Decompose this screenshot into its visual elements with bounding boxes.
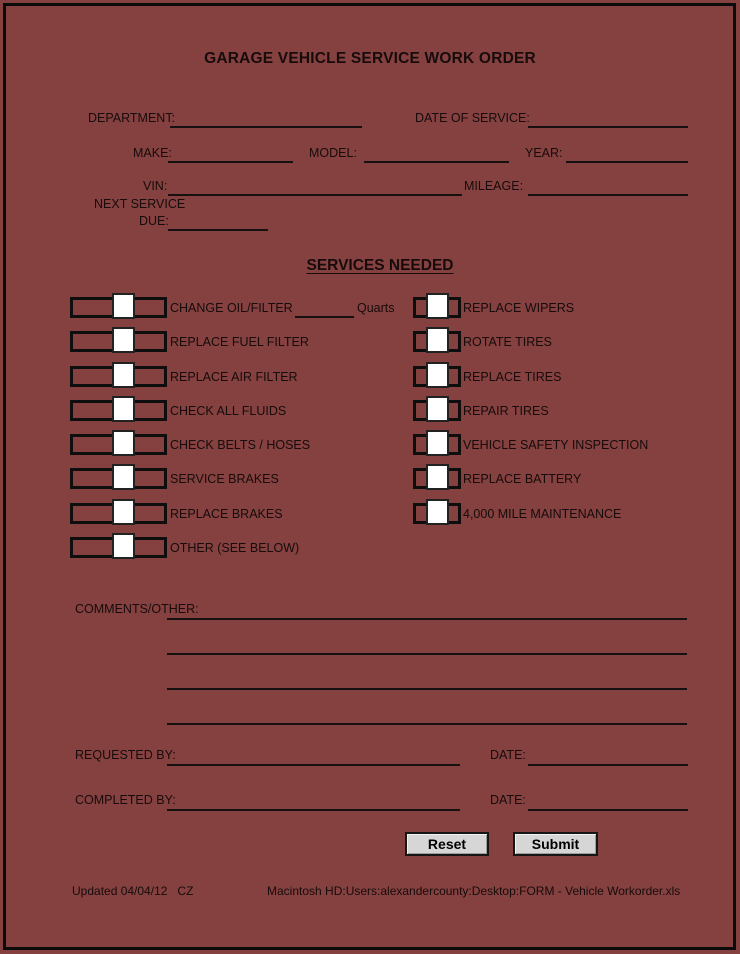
- footer-file-path: Macintosh HD:Users:alexandercounty:Desktop:FORM - Vehicle Workorder.xls: [267, 884, 681, 898]
- service-label: REPLACE BRAKES: [170, 507, 283, 521]
- completed-by-label: COMPLETED BY:: [75, 793, 176, 807]
- service-label: REPLACE AIR FILTER: [170, 370, 298, 384]
- next-service-due-label: DUE:: [139, 214, 169, 228]
- service-label: ROTATE TIRES: [463, 335, 552, 349]
- checkbox-replace-brakes[interactable]: [112, 499, 135, 525]
- service-label: OTHER (SEE BELOW): [170, 541, 300, 555]
- checkbox-rotate-tires[interactable]: [426, 327, 449, 353]
- checkbox-frame: [413, 366, 461, 387]
- mileage-field-line[interactable]: [528, 194, 688, 196]
- date-of-service-field-line[interactable]: [528, 126, 688, 128]
- checkbox-frame: [413, 297, 461, 318]
- checkbox-frame: [413, 468, 461, 489]
- requested-date-field-line[interactable]: [528, 764, 688, 766]
- comments-line-1[interactable]: [167, 618, 687, 620]
- checkbox-frame: [413, 503, 461, 524]
- service-label: SERVICE BRAKES: [170, 472, 279, 486]
- comments-line-3[interactable]: [167, 688, 687, 690]
- service-row: [0, 537, 740, 564]
- requested-by-label: REQUESTED BY:: [75, 748, 176, 762]
- service-label: REPLACE TIRES: [463, 370, 562, 384]
- department-label: DEPARTMENT:: [88, 111, 176, 125]
- service-label: REPAIR TIRES: [463, 404, 549, 418]
- checkbox-frame: [413, 331, 461, 352]
- completed-by-field-line[interactable]: [167, 809, 460, 811]
- checkbox-check-belts-hoses[interactable]: [112, 430, 135, 456]
- checkbox-replace-air-filter[interactable]: [112, 362, 135, 388]
- checkbox-frame: [70, 468, 167, 489]
- checkbox-frame: [70, 366, 167, 387]
- checkbox-replace-tires[interactable]: [426, 362, 449, 388]
- checkbox-replace-wipers[interactable]: [426, 293, 449, 319]
- make-field-line[interactable]: [168, 161, 293, 163]
- requested-by-field-line[interactable]: [167, 764, 460, 766]
- next-service-due-field-line[interactable]: [168, 229, 268, 231]
- comments-line-4[interactable]: [167, 723, 687, 725]
- service-row: [0, 434, 740, 461]
- service-label: VEHICLE SAFETY INSPECTION: [463, 438, 649, 452]
- service-row: [0, 468, 740, 495]
- service-label: REPLACE FUEL FILTER: [170, 335, 309, 349]
- checkbox-service-brakes[interactable]: [112, 464, 135, 490]
- service-row: [0, 400, 740, 427]
- checkbox-change-oil-filter[interactable]: [112, 293, 135, 319]
- checkbox-other[interactable]: [112, 533, 135, 559]
- service-label: 4,000 MILE MAINTENANCE: [463, 507, 622, 521]
- checkbox-frame: [413, 434, 461, 455]
- vin-label: VIN:: [143, 179, 168, 193]
- year-field-line[interactable]: [566, 161, 688, 163]
- checkbox-check-all-fluids[interactable]: [112, 396, 135, 422]
- footer-updated-text: Updated 04/04/12 CZ: [72, 884, 194, 898]
- next-service-label: NEXT SERVICE: [94, 197, 186, 211]
- service-row: [0, 366, 740, 393]
- page-title: GARAGE VEHICLE SERVICE WORK ORDER: [204, 50, 536, 67]
- checkbox-replace-fuel-filter[interactable]: [112, 327, 135, 353]
- service-label: CHECK BELTS / HOSES: [170, 438, 311, 452]
- service-label: CHECK ALL FLUIDS: [170, 404, 287, 418]
- vin-field-line[interactable]: [168, 194, 462, 196]
- comments-line-2[interactable]: [167, 653, 687, 655]
- submit-button[interactable]: Submit: [513, 832, 598, 856]
- model-field-line[interactable]: [364, 161, 509, 163]
- service-label: REPLACE WIPERS: [463, 301, 575, 315]
- checkbox-frame: [413, 400, 461, 421]
- checkbox-repair-tires[interactable]: [426, 396, 449, 422]
- service-row: [0, 503, 740, 530]
- model-label: MODEL:: [309, 146, 357, 160]
- checkbox-frame: [70, 400, 167, 421]
- service-label: REPLACE BATTERY: [463, 472, 582, 486]
- mileage-label: MILEAGE:: [464, 179, 524, 193]
- make-label: MAKE:: [133, 146, 172, 160]
- date-of-service-label: DATE OF SERVICE:: [415, 111, 530, 125]
- requested-date-label: DATE:: [490, 748, 526, 762]
- checkbox-frame: [70, 297, 167, 318]
- checkbox-frame: [70, 331, 167, 352]
- department-field-line[interactable]: [170, 126, 362, 128]
- checkbox-4000-mile-maintenance[interactable]: [426, 499, 449, 525]
- checkbox-frame: [70, 537, 167, 558]
- quarts-field-line[interactable]: [295, 316, 354, 318]
- comments-label: COMMENTS/OTHER:: [75, 602, 199, 616]
- service-row: [0, 331, 740, 358]
- quarts-label: Quarts: [357, 301, 395, 315]
- services-section-title: SERVICES NEEDED: [306, 257, 454, 274]
- checkbox-frame: [70, 503, 167, 524]
- service-row: [0, 297, 740, 324]
- service-label: CHANGE OIL/FILTER: [170, 301, 293, 315]
- checkbox-vehicle-safety-inspection[interactable]: [426, 430, 449, 456]
- checkbox-replace-battery[interactable]: [426, 464, 449, 490]
- completed-date-label: DATE:: [490, 793, 526, 807]
- reset-button[interactable]: Reset: [405, 832, 489, 856]
- year-label: YEAR:: [525, 146, 563, 160]
- checkbox-frame: [70, 434, 167, 455]
- completed-date-field-line[interactable]: [528, 809, 688, 811]
